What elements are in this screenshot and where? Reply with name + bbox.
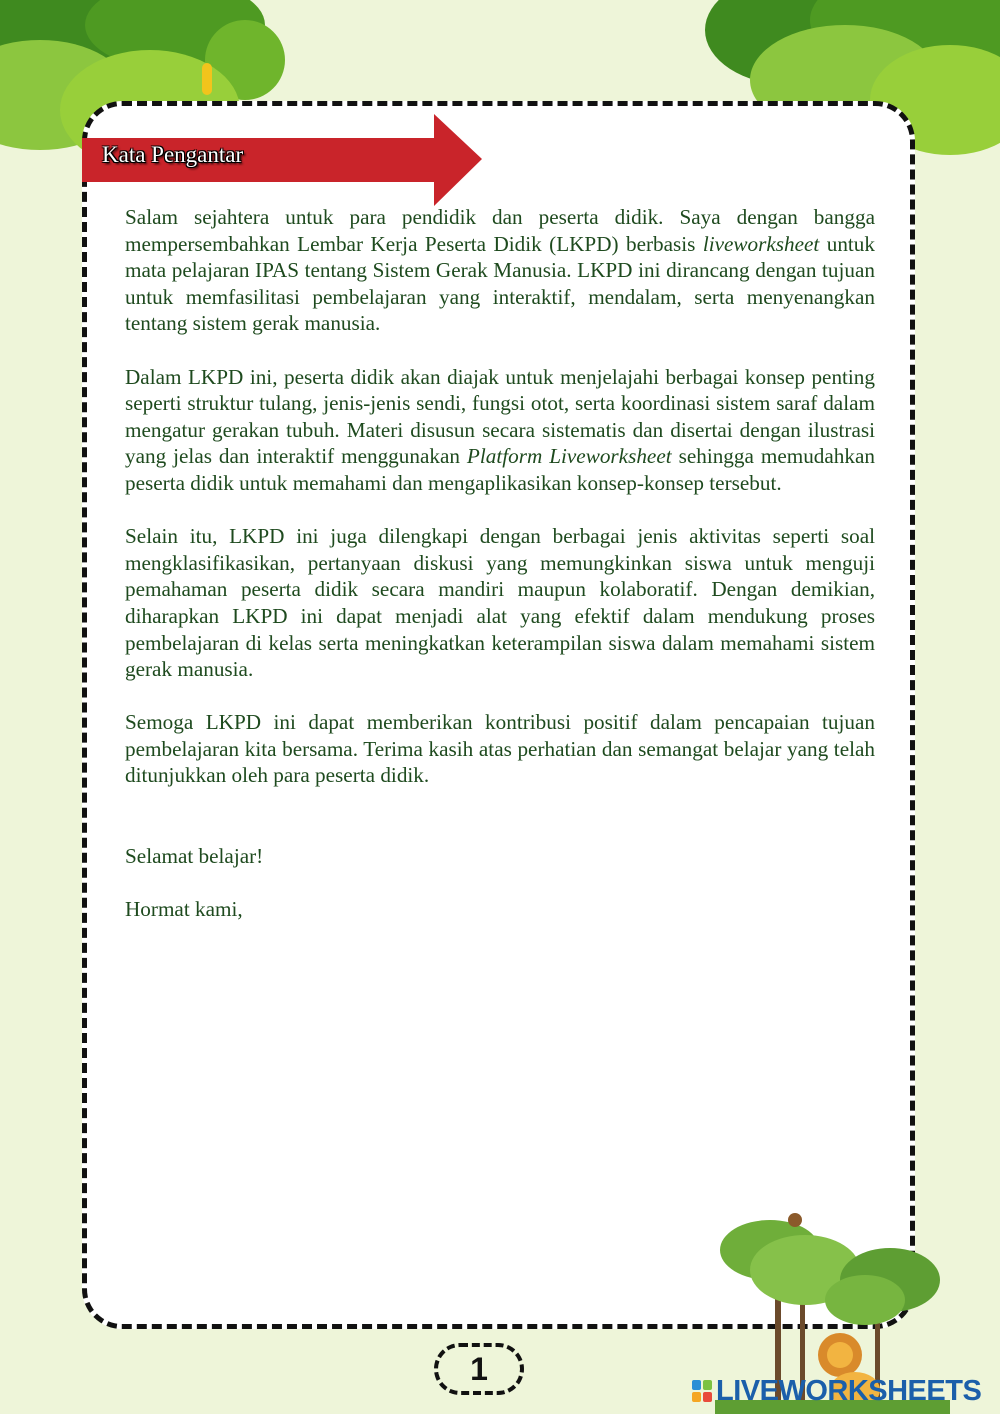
closing-greeting: Selamat belajar! [125, 844, 264, 869]
paragraph-2: Dalam LKPD ini, peserta didik akan diajak untuk menjelajahi berbagai konsep penting seperti struktur tulang, jenis-jenis sendi, fungsi otot, serta koordinasi sistem saraf dalam mengatur gerakan tubuh. Materi disusun secara sistematis dan disertai dengan ilustrasi yang jelas dan interaktif menggunakan Platform Liveworksheet sehingga memudahkan peserta didik untuk memahami dan mengaplikasikan konsep-konsep tersebut. [125, 364, 875, 495]
closing [125, 843, 875, 923]
closing-signoff: Hormat kami, [125, 897, 243, 922]
liveworksheets-logo [692, 1374, 981, 1408]
liveworksheet-term: liveworksheet [702, 231, 820, 256]
paragraph-1: Salam sejahtera untuk para pendidik dan peserta didik. Saya dengan bangga mempersembahkan Lembar Kerja Peserta Didik (LKPD) berbasis liveworksheet untuk mata pelajaran IPAS tentang Sistem Gerak Manusia. LKPD ini dirancang dengan tujuan untuk memfasilitasi pembelajaran yang interaktif, mendalam, serta menyenangkan tentang sistem gerak manusia. [125, 205, 875, 336]
logo-grid-icon [692, 1380, 712, 1402]
paragraph-3: Selain itu, LKPD ini juga dilengkapi dengan berbagai jenis aktivitas seperti soal mengklasifikasikan, pertanyaan diskusi yang memungkinkan siswa untuk menguji pemahaman peserta didik secara mandiri maupun kolaboratif. Dengan demikian, diharapkan LKPD ini dapat menjadi alat yang efektif dalam mendukung proses pembelajaran di kelas serta meningkatkan keterampilan siswa dalam memahami sistem gerak manusia. [125, 524, 875, 682]
page-number: 1 [434, 1343, 524, 1395]
page-title: Kata Pengantar [102, 142, 244, 167]
content-body [125, 204, 875, 949]
platform-term: Platform Liveworksheet [466, 444, 672, 469]
brand-text: LIVEWORKSHEETS [716, 1374, 982, 1407]
paragraph-4: Semoga LKPD ini dapat memberikan kontribusi positif dalam pencapaian tujuan pembelajaran kita bersama. Terima kasih atas perhatian dan semangat belajar yang telah ditunjukkan oleh para peserta didik. [125, 710, 875, 788]
monkey-icon [788, 1213, 802, 1227]
